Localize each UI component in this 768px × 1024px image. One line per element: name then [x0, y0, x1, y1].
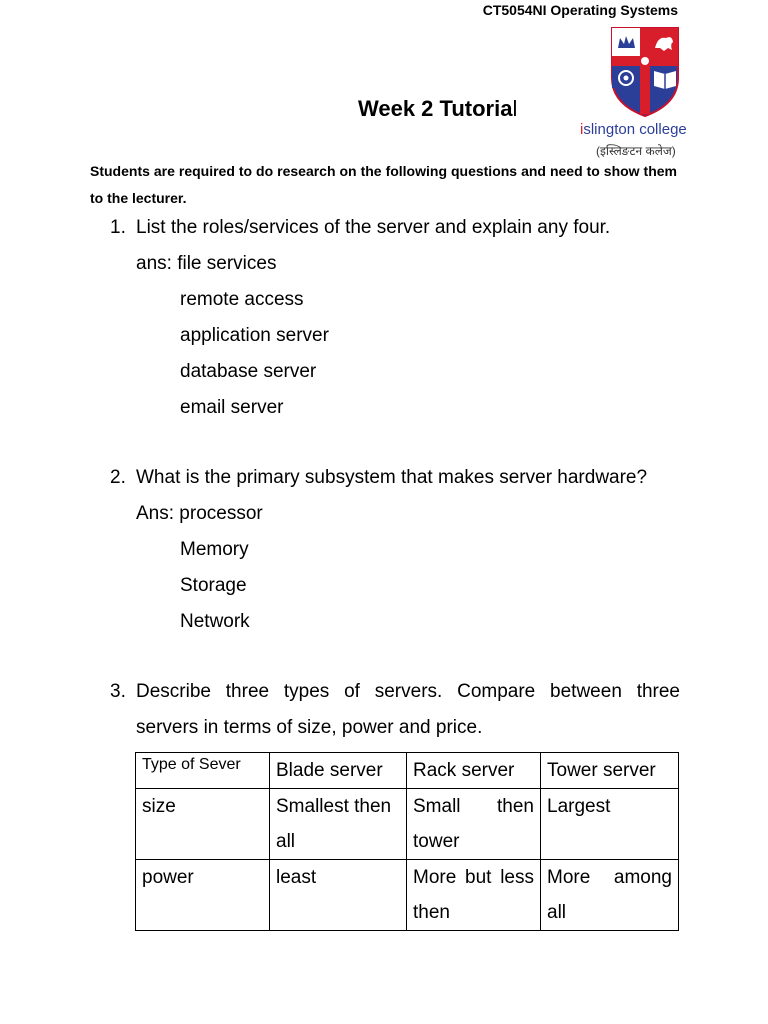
server-comparison-table	[135, 752, 679, 931]
answer-item: Memory	[180, 539, 249, 560]
question-number: 3.	[110, 681, 126, 702]
table-header-cell: Blade server	[270, 753, 407, 789]
table-row	[136, 789, 679, 860]
question-text: What is the primary subsystem that makes server hardware?	[136, 467, 648, 488]
question-2	[110, 460, 680, 640]
table-header-row	[136, 753, 679, 789]
table-cell: power	[136, 860, 270, 931]
logo-subtitle: (इस्लिङटन कलेज)	[596, 144, 676, 158]
answer-item: Network	[180, 611, 250, 632]
table-cell: More but less then	[407, 860, 541, 931]
logo-brand-text	[580, 121, 712, 139]
college-crest-icon	[610, 26, 680, 118]
answer-item: application server	[180, 325, 329, 346]
question-number: 2.	[110, 467, 126, 488]
table-cell: least	[270, 860, 407, 931]
islington-college-logo	[578, 26, 712, 160]
answer-label: ans: file services	[136, 253, 277, 274]
table-cell: Largest	[541, 789, 679, 860]
table-cell: More among all	[541, 860, 679, 931]
page-title	[358, 95, 517, 123]
answer-item: email server	[180, 397, 284, 418]
table-cell: Small then tower	[407, 789, 541, 860]
answer-item: Storage	[180, 575, 247, 596]
logo-brand-college: college	[639, 121, 687, 138]
course-header: CT5054NI Operating Systems	[482, 2, 678, 18]
question-text: Describe three types of servers. Compare between three servers in terms of size, power and price.	[136, 681, 680, 738]
table-header-cell: Rack server	[407, 753, 541, 789]
table-cell: size	[136, 789, 270, 860]
table-cell: Smallest then all	[270, 789, 407, 860]
logo-brand-islington: slington	[583, 121, 636, 138]
answer-item: remote access	[180, 289, 304, 310]
question-1	[110, 210, 680, 426]
question-number: 1.	[110, 217, 126, 238]
page-title-last-letter: l	[512, 96, 518, 121]
answer-label: Ans: processor	[136, 503, 263, 524]
question-3	[110, 674, 680, 746]
table-header-cell: Type of Sever	[136, 753, 270, 789]
intro-paragraph: Students are required to do research on the following questions and need to show them to the lecturer.	[90, 163, 677, 206]
table-header-cell: Tower server	[541, 753, 679, 789]
question-text: List the roles/services of the server and explain any four.	[136, 217, 611, 238]
answer-item: database server	[180, 361, 317, 382]
table-row	[136, 860, 679, 931]
page-title-main: Week 2 Tutoria	[358, 96, 513, 121]
logo-brand-i: i	[580, 121, 584, 138]
